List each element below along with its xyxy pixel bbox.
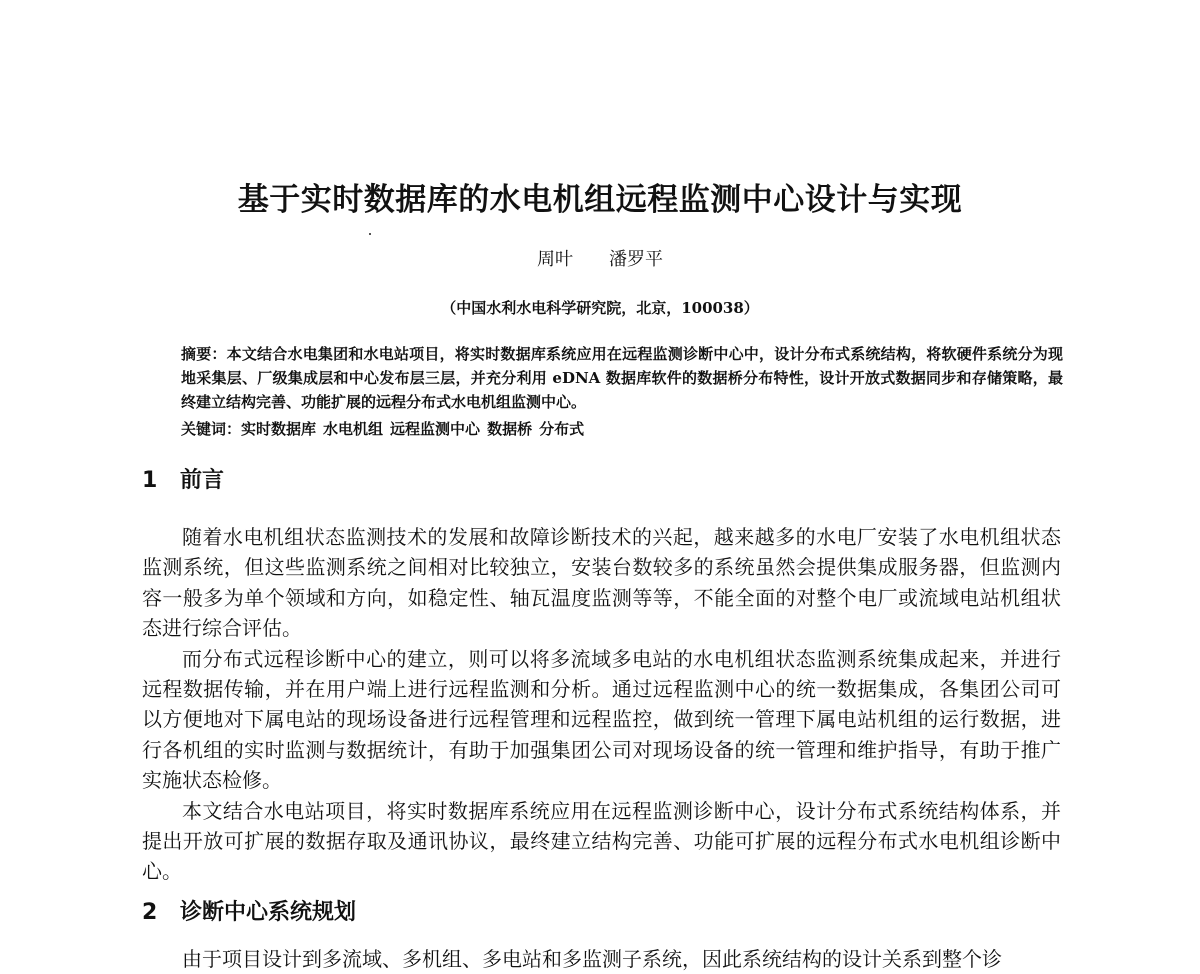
- body-paragraph: 随着水电机组状态监测技术的发展和故障诊断技术的兴起，越来越多的水电厂安装了水电机组状态监测系统，但这些监测系统之间相对比较独立，安装台数较多的系统虽然会提供集成服务器，但监测内容一般多为单个领域和方向，如稳定性、轴瓦温度监测等等，不能全面的对整个电厂或流域电站机组状态进行综合评估。: [142, 525, 1061, 641]
- keyword: 实时数据库: [241, 420, 317, 438]
- abstract-text: 本文结合水电集团和水电站项目，将实时数据库系统应用在远程监测诊断中心中，设计分布式系统结构，将软硬件系统分为现地采集层、厂级集成层和中心发布层三层，并充分利用 eDNA 数据库软件的数据桥分布特性，设计开放式数据同步和存储策略，最终建立结构完善、功能扩展的远程分布式水电机组监测中心。: [181, 345, 1063, 411]
- author-name: 潘罗平: [609, 249, 663, 270]
- keywords-label: 关键词：: [181, 420, 242, 438]
- body-paragraph: 而分布式远程诊断中心的建立，则可以将多流域多电站的水电机组状态监测系统集成起来，并进行远程数据传输，并在用户端上进行远程监测和分析。通过远程监测中心的统一数据集成，各集团公司可以方便地对下属电站的现场设备进行远程管理和远程监控，做到统一管理下属电站机组的运行数据，进行各机组的实时监测与数据统计，有助于加强集团公司对现场设备的统一管理和维护指导，有助于推广实施状态检修。: [142, 646, 1061, 793]
- keyword: 远程监测中心: [390, 420, 481, 438]
- author-name: 周叶: [537, 249, 573, 270]
- keyword: 分布式: [539, 420, 585, 438]
- section-number: 1: [142, 468, 158, 493]
- abstract-label: 摘要：: [181, 345, 227, 363]
- section-heading: [142, 466, 224, 496]
- keywords: [181, 417, 1063, 441]
- body-paragraph: 本文结合水电站项目，将实时数据库系统应用在远程监测诊断中心，设计分布式系统结构体系，并提出开放可扩展的数据存取及通讯协议，最终建立结构完善、功能可扩展的远程分布式水电机组诊断中心。: [142, 798, 1061, 884]
- keyword: 水电机组: [323, 420, 384, 438]
- body-paragraph-truncated: 由于项目设计到多流域、多机组、多电站和多监测子系统，因此系统结构的设计关系到整个诊: [182, 947, 1002, 971]
- author-list: [0, 246, 1200, 274]
- section-heading: [142, 898, 356, 928]
- abstract: [181, 342, 1063, 414]
- section-body: [142, 522, 1061, 887]
- section-number: 2: [142, 900, 158, 925]
- section-title: 前言: [180, 468, 225, 493]
- keyword: 数据桥: [487, 420, 533, 438]
- affiliation: （中国水利水电科学研究院，北京，100038）: [441, 299, 759, 317]
- section-title: 诊断中心系统规划: [180, 900, 357, 925]
- paper-title: 基于实时数据库的水电机组远程监测中心设计与实现: [237, 182, 963, 218]
- scan-speck: [369, 233, 371, 235]
